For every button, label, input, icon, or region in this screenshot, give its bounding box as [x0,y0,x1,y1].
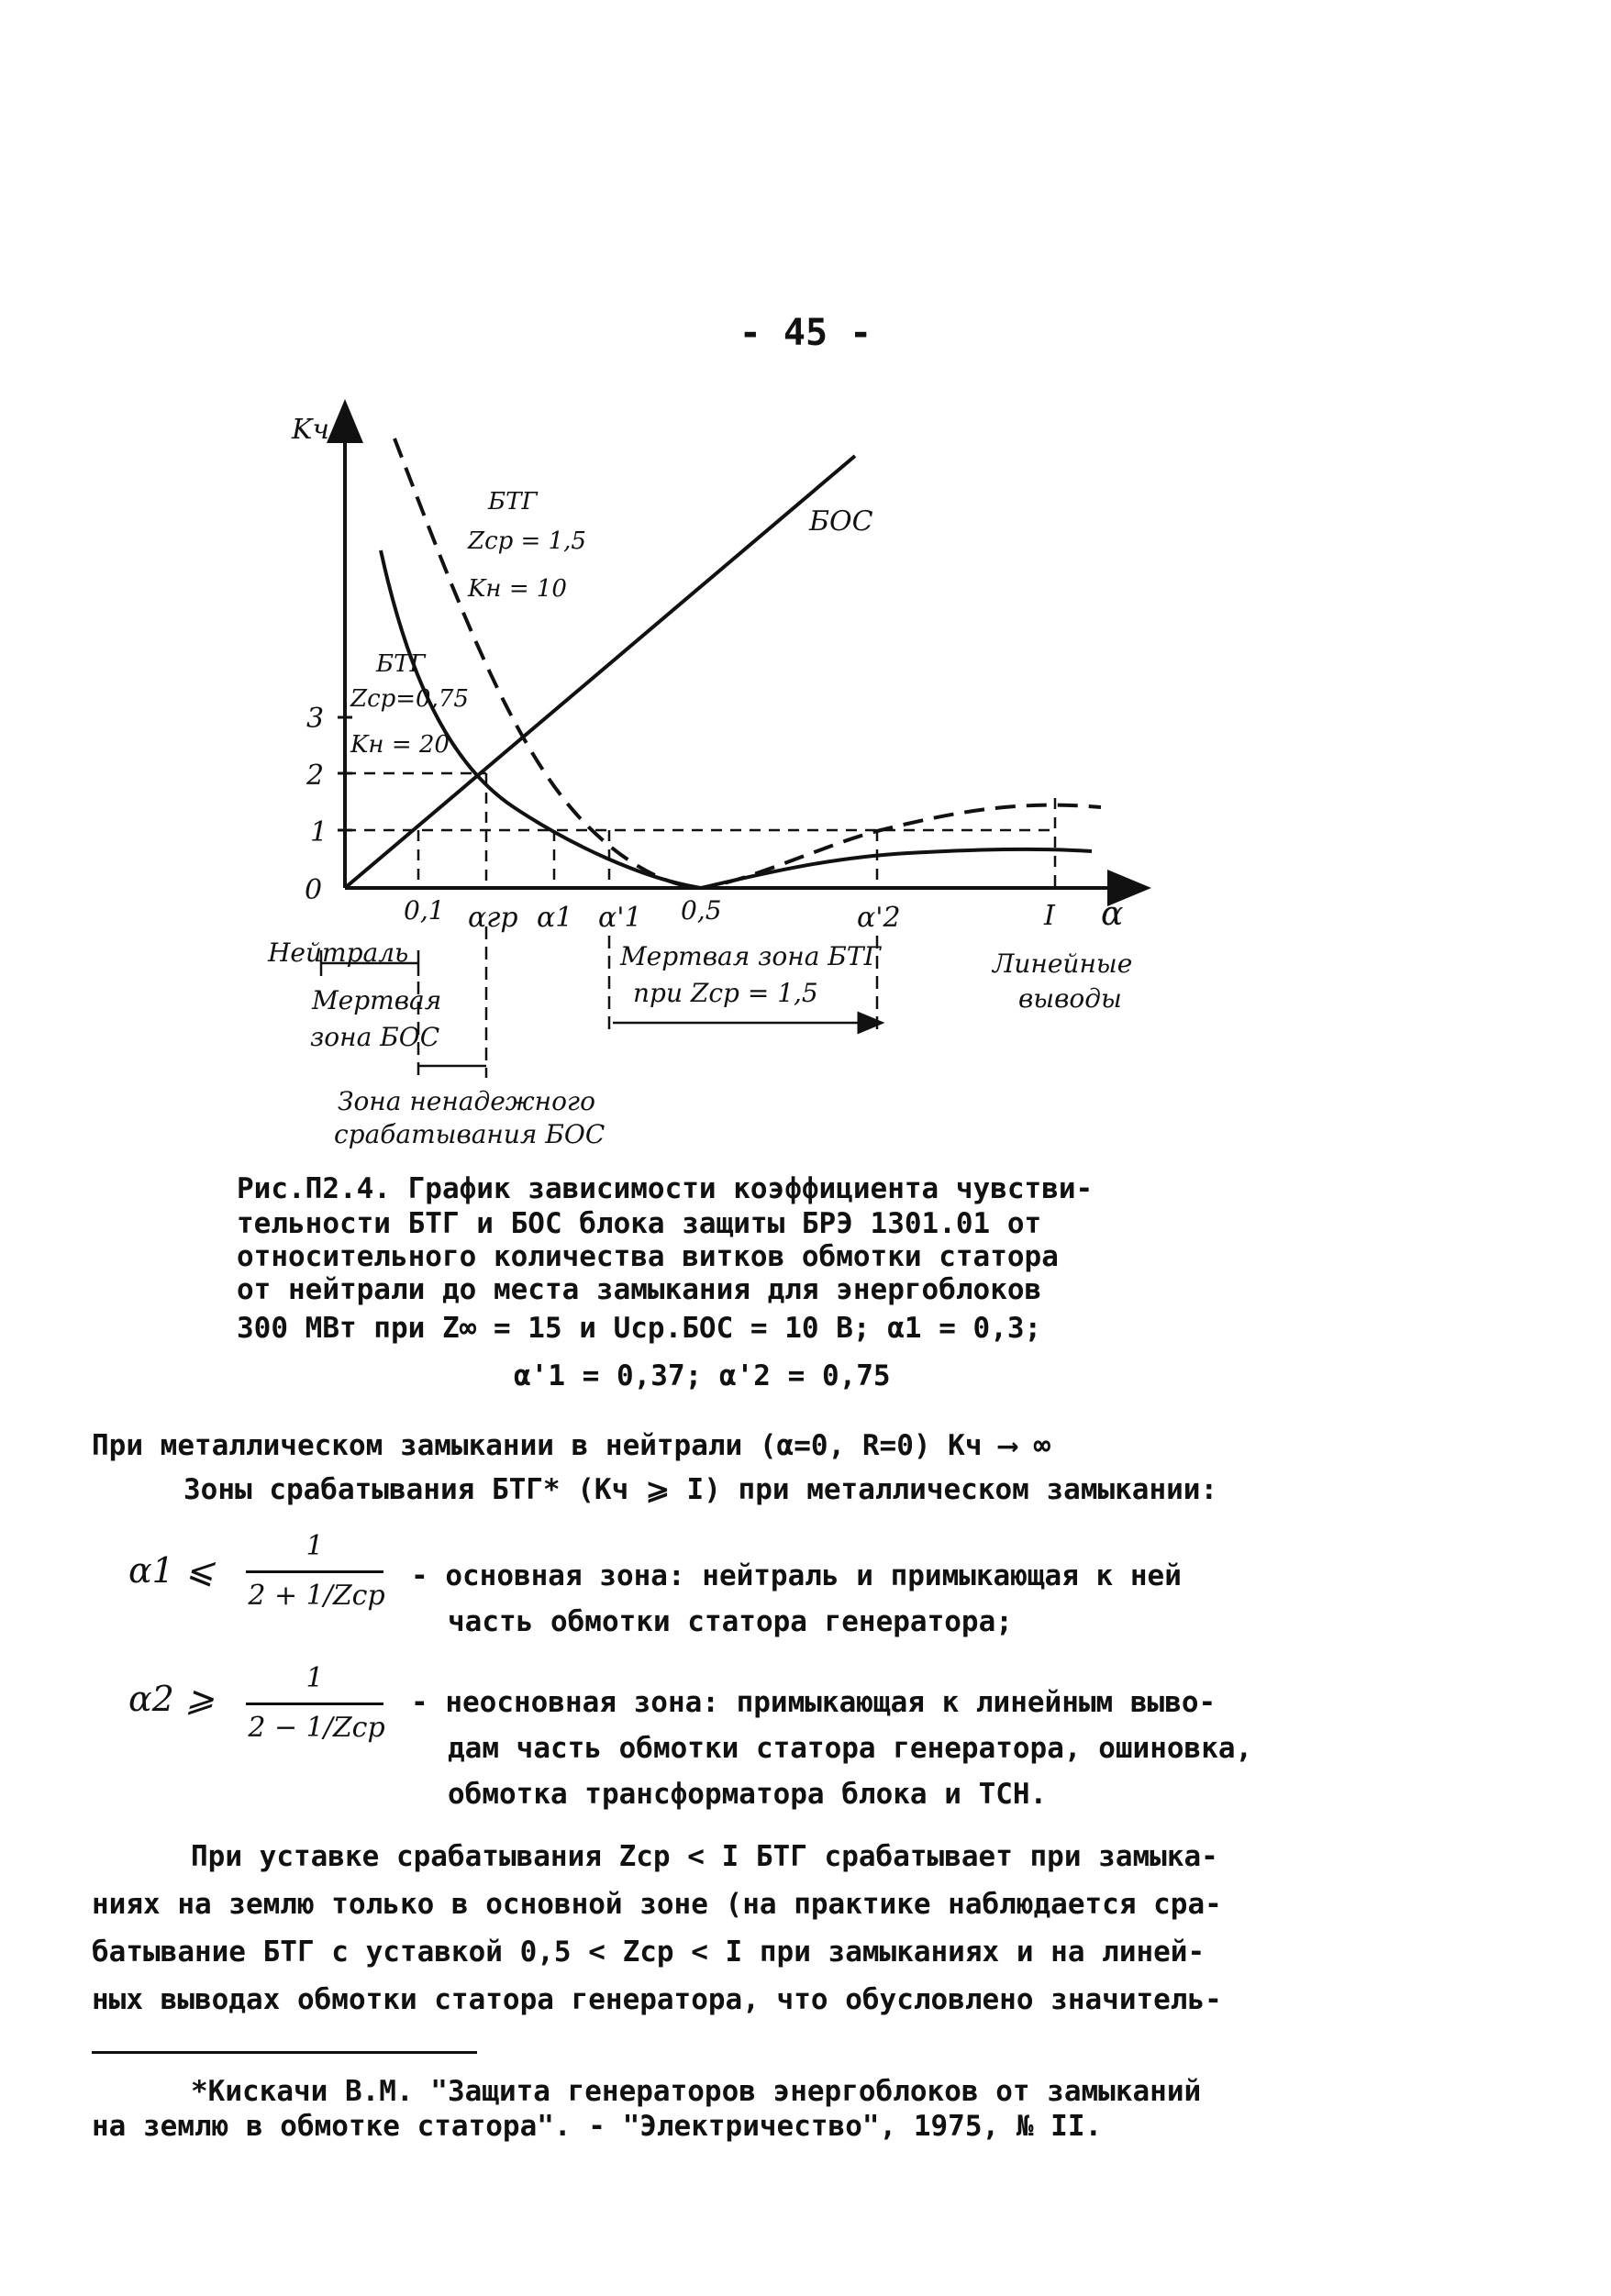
para-line-4: ных выводах обмотки статора генератора, что обусловлено значитель- [92,1983,1222,2016]
caption-line-3: относительного количества витков обмотки статора [237,1240,1059,1273]
unreliable-zone-2: срабатывания БОС [334,1119,606,1149]
formula2-text-3: обмотка трансформатора блока и ТСН. [448,1778,1048,1811]
caption-line-1: Рис.П2.4. График зависимости коэффициента чувстви- [237,1172,1094,1205]
y-tick-1: 1 [310,816,328,849]
formula1-denominator: 2 + 1/Zср [248,1580,385,1612]
formula1-text-1: - основная зона: нейтраль и примыкающая к ней [411,1559,1182,1592]
x-tick-0-5: 0,5 [681,895,722,926]
dead-zone-bos-1: Мертвая [312,985,442,1015]
y-tick-2: 2 [306,760,325,792]
x-tick-alpha-2-prime: α'2 [857,902,901,934]
y-tick-0: 0 [305,874,323,906]
caption-line-5: 300 МВт при Z∞ = 15 и Uср.БОС = 10 В; α1 = 0,3; [237,1312,1042,1345]
formula2-numerator: 1 [306,1662,324,1694]
body-line-1: При металлическом замыкании в нейтрали (α=0, R=0) Kч ⟶ ∞ [92,1429,1051,1462]
btg1-name: БТГ [488,488,538,516]
footnote-line-2: на землю в обмотке статора". - "Электричество", 1975, № II. [92,2110,1103,2143]
dead-zone-btg-1: Мертвая зона БТГ [620,941,882,971]
formula2-text-2: дам часть обмотки статора генератора, ошиновка, [448,1732,1253,1765]
btg1-zcp: Zср = 1,5 [468,527,586,555]
x-tick-alpha-1: α1 [537,902,573,934]
formula1-numerator: 1 [306,1530,324,1562]
btg2-zcp: Zср=0,75 [350,685,469,713]
bos-label: БОС [809,505,873,538]
formula2-denominator: 2 − 1/Zср [248,1712,385,1744]
dead-zone-bos-2: зона БОС [310,1022,440,1052]
page-number: - 45 - [739,312,872,354]
x-tick-alpha-gr: αгр [468,902,518,934]
y-tick-3: 3 [306,703,325,735]
formula1-text-2: часть обмотки статора генератора; [448,1605,1013,1638]
footnote-rule [92,2051,477,2054]
caption-line-4: от нейтрали до места замыкания для энергоблоков [237,1273,1042,1306]
neutral-label: Нейтраль [268,937,409,968]
x-axis-label: α [1101,895,1124,933]
formula2-lhs: α2 ⩾ [128,1679,215,1719]
footnote-line-1: *Кискачи В.М. "Защита генераторов энергоблоков от замыканий [191,2075,1202,2108]
para-line-1: При уставке срабатывания Zср < I БТГ срабатывает при замыка- [191,1840,1218,1873]
para-line-2: ниях на землю только в основной зоне (на практике наблюдается сра- [92,1888,1222,1921]
unreliable-zone-1: Зона ненадежного [338,1086,595,1116]
y-axis-label: Kч [292,414,330,446]
dead-zone-btg-2: при Zср = 1,5 [633,978,818,1008]
body-line-2: Зоны срабатывания БТГ* (Kч ⩾ I) при металлическом замыкании: [183,1473,1218,1506]
caption-line-2: тельности БТГ и БОС блока защиты БРЭ 1301.01 от [237,1207,1042,1240]
para-line-3: батывание БТГ с уставкой 0,5 < Zср < I при замыканиях и на линей- [92,1936,1205,1969]
btg1-kn: Kн = 10 [468,575,567,603]
x-tick-alpha-1-prime: α'1 [598,902,642,934]
line-leads-1: Линейные [993,948,1133,979]
x-tick-0-1: 0,1 [404,895,445,926]
formula2-text-1: - неосновная зона: примыкающая к линейным выво- [411,1686,1217,1719]
line-leads-2: выводы [1018,983,1122,1014]
btg2-kn: Kн = 20 [350,731,450,759]
btg2-name: БТГ [376,650,426,678]
caption-line-6: α'1 = 0,37; α'2 = 0,75 [514,1359,891,1392]
formula1-lhs: α1 ⩽ [128,1550,215,1591]
x-tick-1: I [1044,900,1055,932]
